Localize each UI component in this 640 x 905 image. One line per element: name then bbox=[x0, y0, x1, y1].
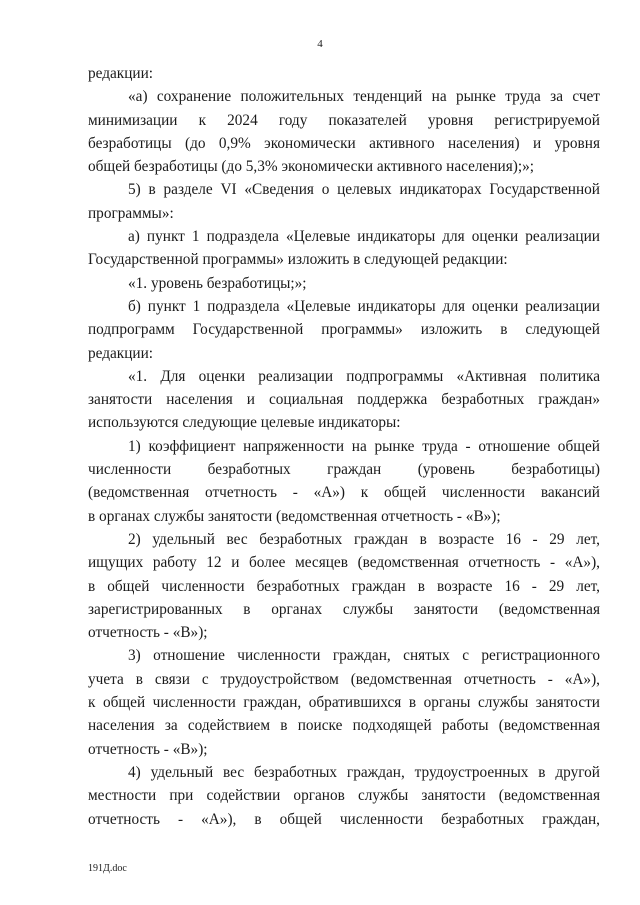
text-line: программы»: bbox=[88, 204, 174, 222]
text-line: населения за содействием в поиске подходящей работы (ведомственная bbox=[88, 717, 600, 735]
text-line: к общей численности граждан, обратившихся в органы службы занятости bbox=[88, 694, 600, 712]
text-line: «а) сохранение положительных тенденций на рынке труда за счет bbox=[128, 88, 600, 106]
text-line: учета в связи с трудоустройством (ведомственная отчетность - «А»), bbox=[88, 670, 600, 688]
text-line: в органах службы занятости (ведомственная отчетность - «В»); bbox=[88, 507, 501, 525]
text-line: отчетность - «А»), в общей численности безработных граждан, bbox=[88, 810, 600, 828]
document-body bbox=[88, 62, 600, 831]
text-line: местности при содействии органов службы занятости (ведомственная bbox=[88, 787, 600, 805]
text-line: занятости населения и социальная поддержка безработных граждан» bbox=[88, 391, 600, 409]
text-line: численности безработных граждан (уровень безработицы) bbox=[88, 461, 600, 479]
text-line: безработицы (до 0,9% экономически активного населения) и уровня bbox=[88, 134, 600, 152]
text-line: общей безработицы (до 5,3% экономически активного населения);»; bbox=[88, 158, 534, 176]
footer-filename: 191Д.doc bbox=[88, 863, 127, 874]
text-line: «1. Для оценки реализации подпрограммы «Активная политика bbox=[128, 367, 600, 385]
text-line: 4) удельный вес безработных граждан, трудоустроенных в другой bbox=[128, 763, 600, 781]
text-line: в общей численности безработных граждан в возрасте 16 - 29 лет, bbox=[88, 577, 600, 595]
text-line: минимизации к 2024 году показателей уровня регистрируемой bbox=[88, 111, 600, 129]
text-line: а) пункт 1 подраздела «Целевые индикаторы для оценки реализации bbox=[128, 228, 600, 246]
text-line: редакции: bbox=[88, 344, 154, 362]
text-line: 2) удельный вес безработных граждан в возрасте 16 - 29 лет, bbox=[128, 530, 600, 548]
text-line: б) пункт 1 подраздела «Целевые индикаторы для оценки реализации bbox=[128, 297, 600, 315]
text-line: используются следующие целевые индикаторы: bbox=[88, 414, 401, 432]
text-line: отчетность - «В»); bbox=[88, 740, 208, 758]
text-line: ищущих работу 12 и более месяцев (ведомственная отчетность - «А»), bbox=[88, 554, 600, 572]
text-line: «1. уровень безработицы;»; bbox=[128, 274, 307, 292]
text-line: подпрограмм Государственной программы» изложить в следующей bbox=[88, 321, 600, 339]
text-line: (ведомственная отчетность - «А») к общей численности вакансий bbox=[88, 484, 600, 502]
text-line: 3) отношение численности граждан, снятых с регистрационного bbox=[128, 647, 600, 665]
page-number: 4 bbox=[317, 38, 323, 50]
text-line: Государственной программы» изложить в следующей редакции: bbox=[88, 251, 508, 269]
text-line: редакции: bbox=[88, 65, 154, 82]
text-line: зарегистрированных в органах службы занятости (ведомственная bbox=[88, 600, 600, 618]
text-line: 5) в разделе VI «Сведения о целевых индикаторах Государственной bbox=[128, 181, 600, 199]
text-line: 1) коэффициент напряженности на рынке труда - отношение общей bbox=[128, 437, 600, 455]
text-line: отчетность - «В»); bbox=[88, 624, 208, 642]
